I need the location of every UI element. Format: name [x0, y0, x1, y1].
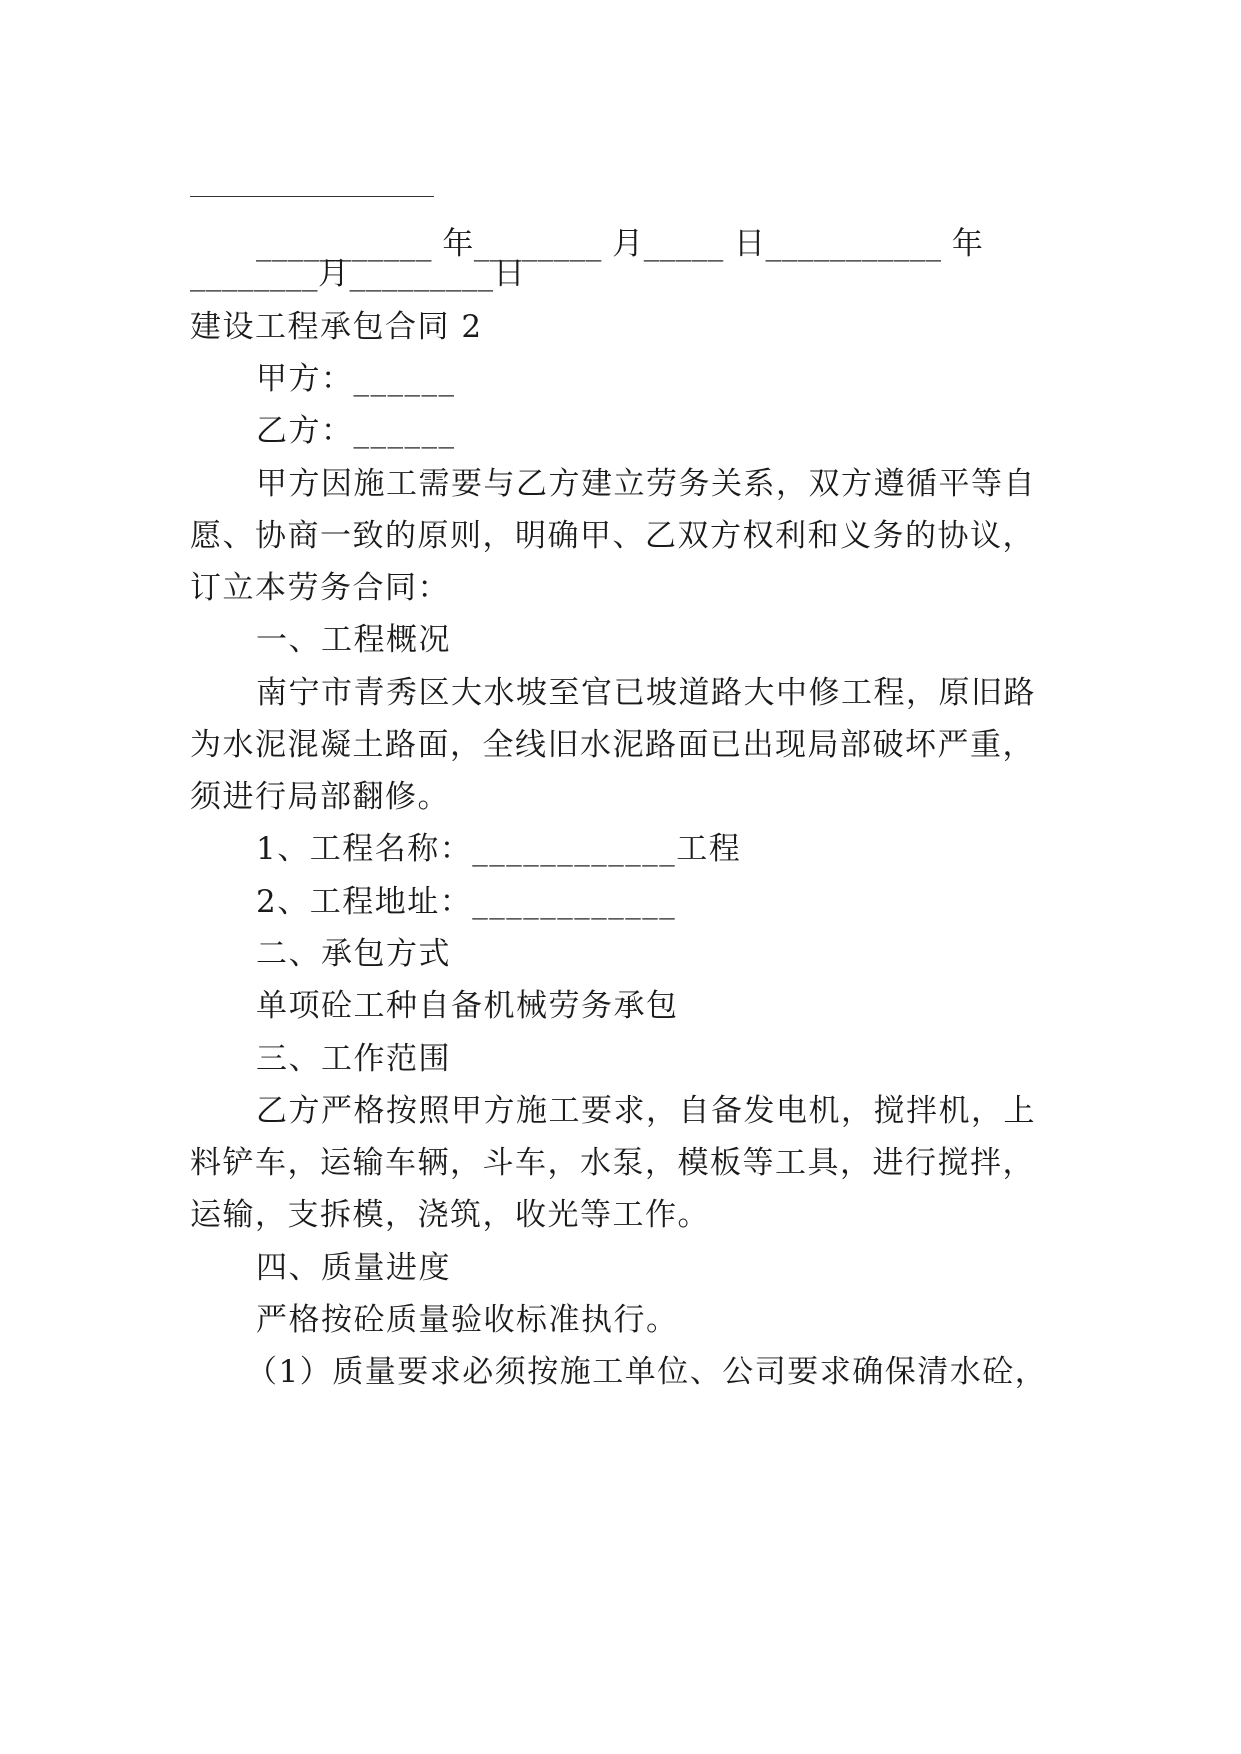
contract-title: 建设工程承包合同 2: [190, 309, 483, 345]
intro-paragraph-line-1: 甲方因施工需要与乙方建立劳务关系，双方遵循平等自: [256, 466, 1036, 502]
section-3-paragraph-line-1: 乙方严格按照甲方施工要求，自备发电机，搅拌机，上: [256, 1093, 1036, 1129]
date-line-2: ________月_________日: [190, 256, 525, 292]
date-line-1: ___________ 年________ 月_____ 日___________ 年: [256, 226, 984, 262]
project-address-field: 2、工程地址：____________: [256, 884, 677, 920]
section-4-item-1: （1）质量要求必须按施工单位、公司要求确保清水砼，: [246, 1354, 1048, 1390]
intro-paragraph-line-3: 订立本劳务合同：: [190, 570, 450, 606]
party-b-line: 乙方：______: [256, 413, 456, 449]
section-1-paragraph-line-2: 为水泥混凝土路面，全线旧水泥路面已出现局部破坏严重，: [190, 727, 1035, 763]
top-rule-line: [190, 196, 434, 197]
section-4-heading: 四、质量进度: [256, 1250, 451, 1286]
section-3-paragraph-line-2: 料铲车，运输车辆，斗车，水泵，模板等工具，进行搅拌，: [190, 1145, 1035, 1181]
section-1-paragraph-line-3: 须进行局部翻修。: [190, 779, 450, 815]
section-2-text: 单项砼工种自备机械劳务承包: [256, 988, 679, 1024]
intro-paragraph-line-2: 愿、协商一致的原则，明确甲、乙双方权利和义务的协议，: [190, 518, 1035, 554]
party-a-line: 甲方：______: [256, 361, 456, 397]
section-3-heading: 三、工作范围: [256, 1041, 451, 1077]
project-name-field: 1、工程名称：____________工程: [256, 831, 742, 867]
section-2-heading: 二、承包方式: [256, 936, 451, 972]
section-1-heading: 一、工程概况: [256, 622, 451, 658]
section-3-paragraph-line-3: 运输，支拆模，浇筑，收光等工作。: [190, 1197, 710, 1233]
section-4-text: 严格按砼质量验收标准执行。: [256, 1302, 679, 1338]
section-1-paragraph-line-1: 南宁市青秀区大水坡至官已坡道路大中修工程，原旧路: [256, 675, 1036, 711]
